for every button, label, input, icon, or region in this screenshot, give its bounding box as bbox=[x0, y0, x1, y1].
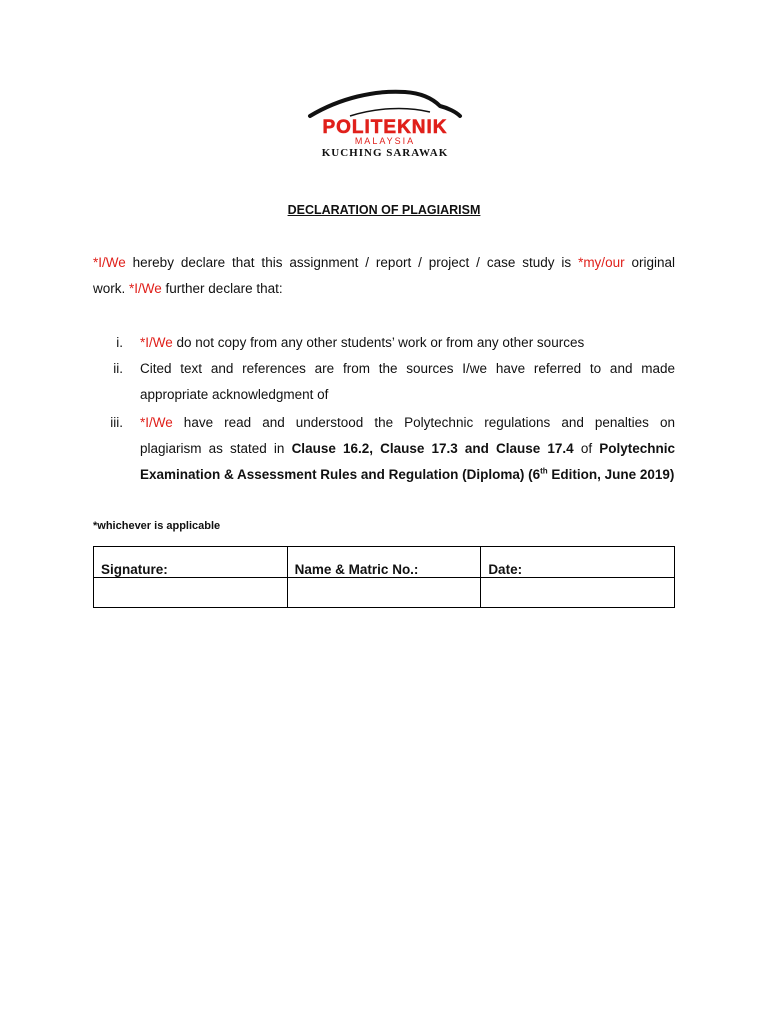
document-title: DECLARATION OF PLAGIARISM bbox=[287, 203, 481, 217]
politeknik-logo-graphic bbox=[280, 86, 490, 162]
list-item-number: i. bbox=[116, 335, 123, 350]
list-item-text bbox=[140, 330, 675, 356]
svg-text:POLITEKNIK: POLITEKNIK bbox=[322, 117, 448, 138]
signature-table bbox=[93, 546, 675, 608]
item-text: of bbox=[573, 441, 600, 456]
svg-text:KUCHING SARAWAK: KUCHING SARAWAK bbox=[321, 147, 449, 159]
name-matric-cell[interactable] bbox=[287, 578, 481, 608]
table-header-row bbox=[94, 547, 675, 578]
item-line-3 bbox=[140, 467, 674, 482]
clause-references: Clause 16.2, Clause 17.3 and Clause 17.4 bbox=[291, 441, 574, 456]
list-item-text bbox=[140, 410, 675, 488]
intro-red-we-2: *I/We bbox=[129, 281, 162, 296]
item-bold-text: Polytechnic bbox=[599, 441, 675, 456]
applicability-note: *whichever is applicable bbox=[93, 520, 221, 532]
date-header: Date: bbox=[481, 547, 675, 578]
signature-header: Signature: bbox=[94, 547, 288, 578]
signature-cell[interactable] bbox=[94, 578, 288, 608]
item-red-we: *I/We bbox=[140, 415, 173, 430]
item-line-1 bbox=[140, 410, 675, 436]
intro-line-2 bbox=[93, 281, 283, 296]
item-text: do not copy from any other students’ work or from any other sources bbox=[172, 335, 585, 350]
item-line-1: Cited text and references are from the sources I/we have referred to and made bbox=[140, 361, 675, 376]
intro-text-3: work. bbox=[93, 281, 130, 296]
intro-line-1 bbox=[93, 250, 675, 276]
item-text: plagiarism as stated in bbox=[140, 441, 292, 456]
declaration-intro bbox=[93, 250, 675, 302]
politeknik-logo bbox=[280, 86, 490, 162]
name-matric-header: Name & Matric No.: bbox=[287, 547, 481, 578]
intro-text-1: hereby declare that this assignment / report / project / case study is bbox=[125, 255, 579, 270]
intro-red-we: *I/We bbox=[93, 255, 126, 270]
list-item-number: ii. bbox=[113, 361, 123, 376]
intro-text-4: further declare that: bbox=[161, 281, 283, 296]
intro-red-my-our: *my/our bbox=[578, 255, 625, 270]
edition-superscript: th bbox=[540, 466, 548, 476]
intro-text-2: original bbox=[624, 255, 676, 270]
item-line-2 bbox=[140, 436, 675, 462]
table-row bbox=[94, 578, 675, 608]
item-red-we: *I/We bbox=[140, 335, 173, 350]
date-cell[interactable] bbox=[481, 578, 675, 608]
list-item-number: iii. bbox=[110, 415, 123, 430]
svg-text:MALAYSIA: MALAYSIA bbox=[354, 136, 416, 146]
list-item-text bbox=[140, 356, 675, 408]
rules-edition: Edition, June 2019) bbox=[547, 467, 675, 482]
item-text: have read and understood the Polytechnic regulations and penalties on bbox=[172, 415, 675, 430]
rules-title: Examination & Assessment Rules and Regulation (Diploma) (6 bbox=[140, 467, 541, 482]
item-line-2: appropriate acknowledgment of bbox=[140, 387, 329, 402]
